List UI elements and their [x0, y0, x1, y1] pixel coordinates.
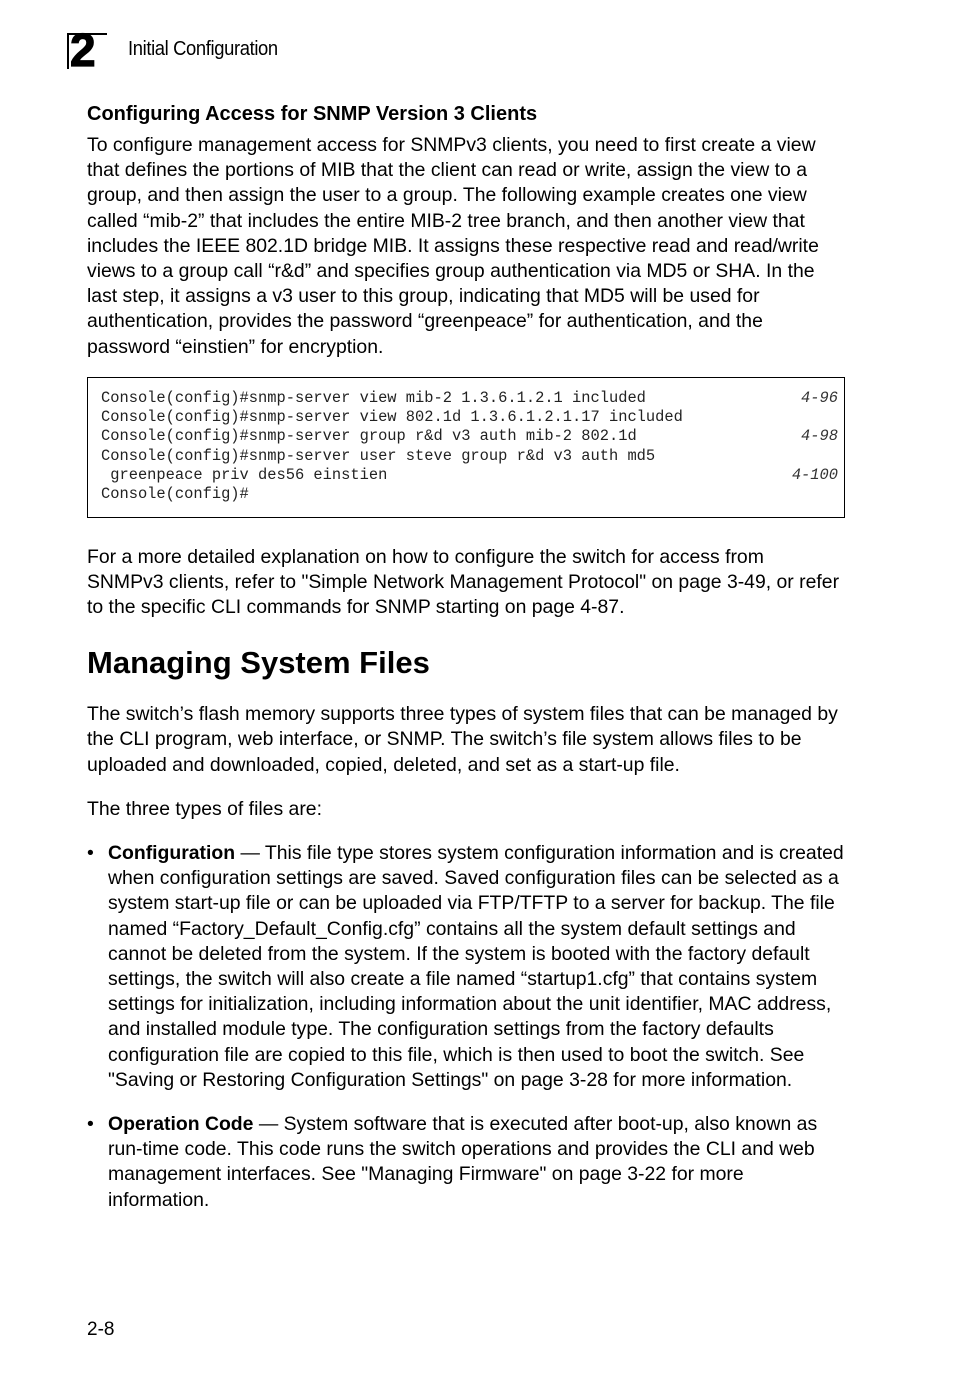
snmp-intro-paragraph: To configure management access for SNMPv3 clients, you need to first create a view that defines the portions of MIB that the client can read or write, assign the view to a group, and then assign the user to a group. The following example creates one view called “mib-2” that includes the entire MIB-2 tree branch, and then another view that includes the IEEE 802.1D bridge MIB. It assigns these respective read and read/write views to a group call “r&d” and specifies group authentication via MD5 or SHA. In the last step, it assigns a v3 user to this group, indicating that MD5 will be used for authentication, provides the password “greenpeace” for authentication, and the password “einstien” for encryption.: [87, 134, 819, 358]
code-line: [101, 427, 838, 446]
code-line: [101, 485, 838, 504]
bullet: •: [87, 842, 94, 865]
code-page-ref: 4-100: [791, 466, 838, 485]
code-page-ref: 4-98: [801, 427, 838, 446]
running-title: Initial Configuration: [128, 38, 278, 60]
files-lead-paragraph: The three types of files are:: [87, 797, 322, 820]
list-item: [87, 841, 845, 1093]
code-text: Console(config)#snmp-server user steve group r&d v3 auth md5: [101, 446, 656, 465]
code-example: [87, 377, 845, 518]
code-page-ref: 4-96: [801, 388, 838, 407]
list-item-term: Operation Code: [108, 1113, 254, 1136]
list-item-text: — This file type stores system configuration information and is created when configuration settings are saved. Saved configuration files can be selected as a system start-up file or can be uploaded via FTP/TFTP to a server for backup. The file named “Factory_Default_Config.cfg” contains all the system default settings and cannot be deleted from the system. If the system is booted with the factory default settings, the switch will also create a file named “startup1.cfg” that contains system settings for initialization, including information about the unit identifier, MAC address, and installed module type. The configuration settings from the factory defaults configuration file are copied to this file, which is then used to boot the switch. See "Saving or Restoring Configuration Settings" on page 3-28 for more information.: [108, 842, 844, 1091]
code-line: [101, 466, 838, 485]
files-intro-paragraph: The switch’s flash memory supports three types of system files that can be managed by the CLI program, web interface, or SNMP. The switch’s file system allows files to be uploaded and downloaded, copied, deleted, and set as a start-up file.: [87, 703, 838, 776]
snmp-followup-paragraph: For a more detailed explanation on how to configure the switch for access from SNMPv3 clients, refer to "Simple Network Management Protocol" on page 3-49, or refer to the specific CLI commands for SNMP starting on page 4-87.: [87, 545, 840, 619]
bullet: •: [87, 1113, 94, 1136]
snmp-section-title: Configuring Access for SNMP Version 3 Clients: [87, 103, 538, 125]
list-item-term: Configuration: [108, 842, 236, 865]
list-item-text: — System software that is executed after boot-up, also known as run-time code. This code runs the switch operations and provides the CLI and web management interfaces. See "Managing Firmware" on page 3-22 for more information.: [108, 1113, 818, 1211]
chapter-number: 2: [70, 24, 95, 76]
code-text: Console(config)#snmp-server group r&d v3 auth mib-2 802.1d: [101, 427, 637, 446]
code-text: greenpeace priv des56 einstien: [101, 466, 388, 485]
code-text: Console(config)#snmp-server view mib-2 1.3.6.1.2.1 included: [101, 388, 646, 407]
file-types-list: [87, 841, 845, 1213]
page-content: [87, 100, 845, 1232]
code-line: [101, 389, 838, 408]
code-text: Console(config)#: [101, 485, 249, 504]
files-section-title: Managing System Files: [87, 645, 430, 681]
list-item: [87, 1112, 845, 1213]
code-line: [101, 447, 838, 466]
page-number: 2-8: [87, 1319, 115, 1340]
code-text: Console(config)#snmp-server view 802.1d 1.3.6.1.2.1.17 included: [101, 408, 683, 427]
code-line: [101, 408, 838, 427]
